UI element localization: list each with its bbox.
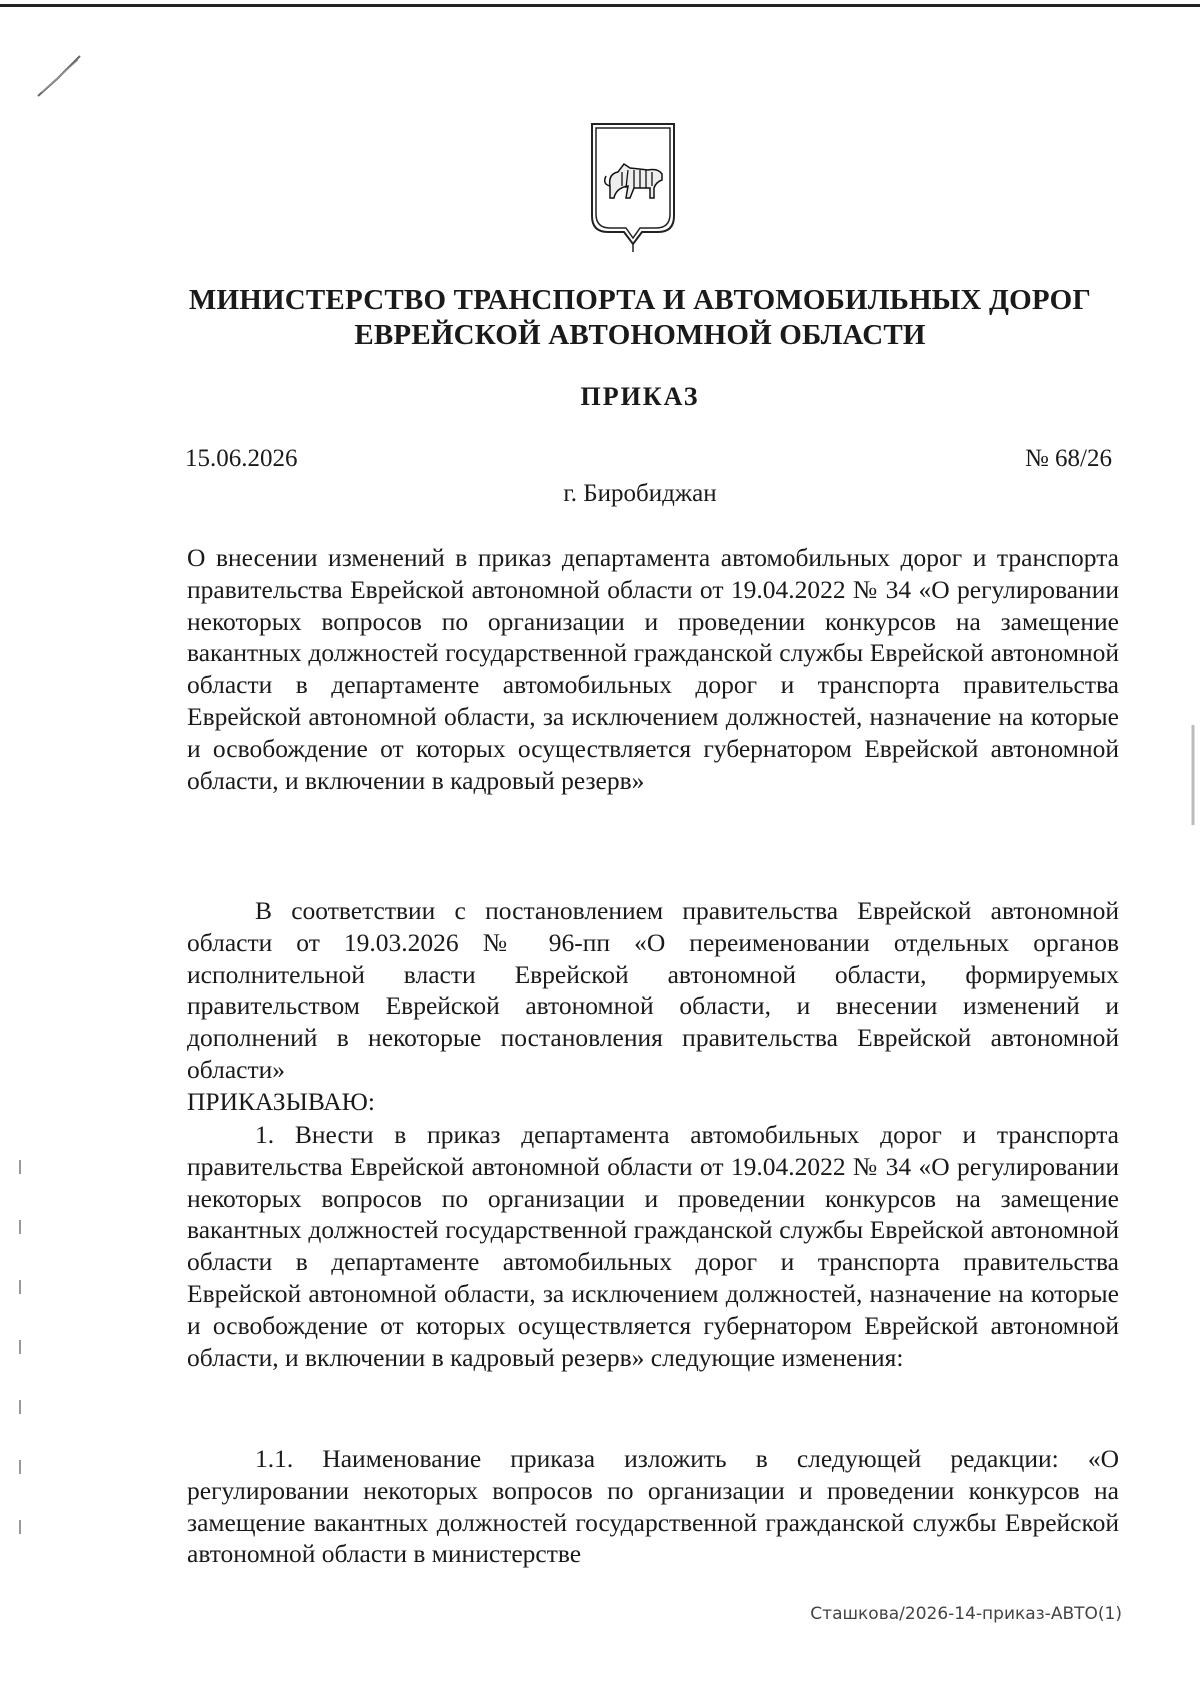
document-subject: О внесении изменений в приказ департамента автомобильных дорог и транспорта правительства Еврейской автономной области от 19.04.2022 № 34 «О регулировании некоторых вопросов по организации и проведении конкурсов на замещение вакантных должностей государственной гражданской службы Еврейской автономной области в департаменте автомобильных дорог и транспорта правительства Еврейской автономной области, за исключением должностей, назначение на которые и освобождение от которых осуществляется губернатором Еврейской автономной области, и включении в кадровый резерв» [187,543,1119,795]
coat-of-arms-tiger-icon [588,120,678,254]
binding-margin-marks [18,1160,22,1580]
order-word: ПРИКАЗЫВАЮ: [187,1087,375,1116]
document-number: № 68/26 [1024,445,1112,472]
preamble-paragraph: В соответствии с постановлением правительства Еврейской автономной области от 19.03.2026 № 96-пп «О переименовании отдельных органов исполнительной власти Еврейской автономной области, формируемых правительством Еврейской автономной области, и внесении изменений и дополнений в некоторые постановления правительства Еврейской автономной области» [187,896,1119,1084]
document-type-title: ПРИКАЗ [580,382,700,411]
ministry-header-line1: МИНИСТЕРСТВО ТРАНСПОРТА И АВТОМОБИЛЬНЫХ ДОРОГ [188,284,1092,316]
order-item-1: 1. Внести в приказ департамента автомобильных дорог и транспорта правительства Еврейской автономной области от 19.04.2022 № 34 «О регулировании некоторых вопросов по организации и проведении конкурсов на замещение вакантных должностей государственной гражданской службы Еврейской автономной области в департаменте автомобильных дорог и транспорта правительства Еврейской автономной области, за исключением должностей, назначение на которые и освобождение от которых осуществляется губернатором Еврейской автономной области, и включении в кадровый резерв» следующие изменения: [187,1120,1119,1372]
ministry-header-line2: ЕВРЕЙСКОЙ АВТОНОМНОЙ ОБЛАСТИ [354,319,926,351]
ministry-header [160,283,1120,353]
scan-pen-mark-icon [28,52,88,102]
scan-top-border [0,4,1200,7]
document-date: 15.06.2026 [185,445,298,472]
scan-edge-artifact [1190,725,1196,825]
order-item-1-1: 1.1. Наименование приказа изложить в следующей редакции: «О регулировании некоторых вопросов по организации и проведении конкурсов на замещение вакантных должностей государственной гражданской службы Еврейской автономной области в министерстве [187,1444,1119,1569]
document-city: г. Биробиджан [563,480,717,507]
file-reference: Сташкова/2026-14-приказ-АВТО(1) [810,1604,1122,1624]
